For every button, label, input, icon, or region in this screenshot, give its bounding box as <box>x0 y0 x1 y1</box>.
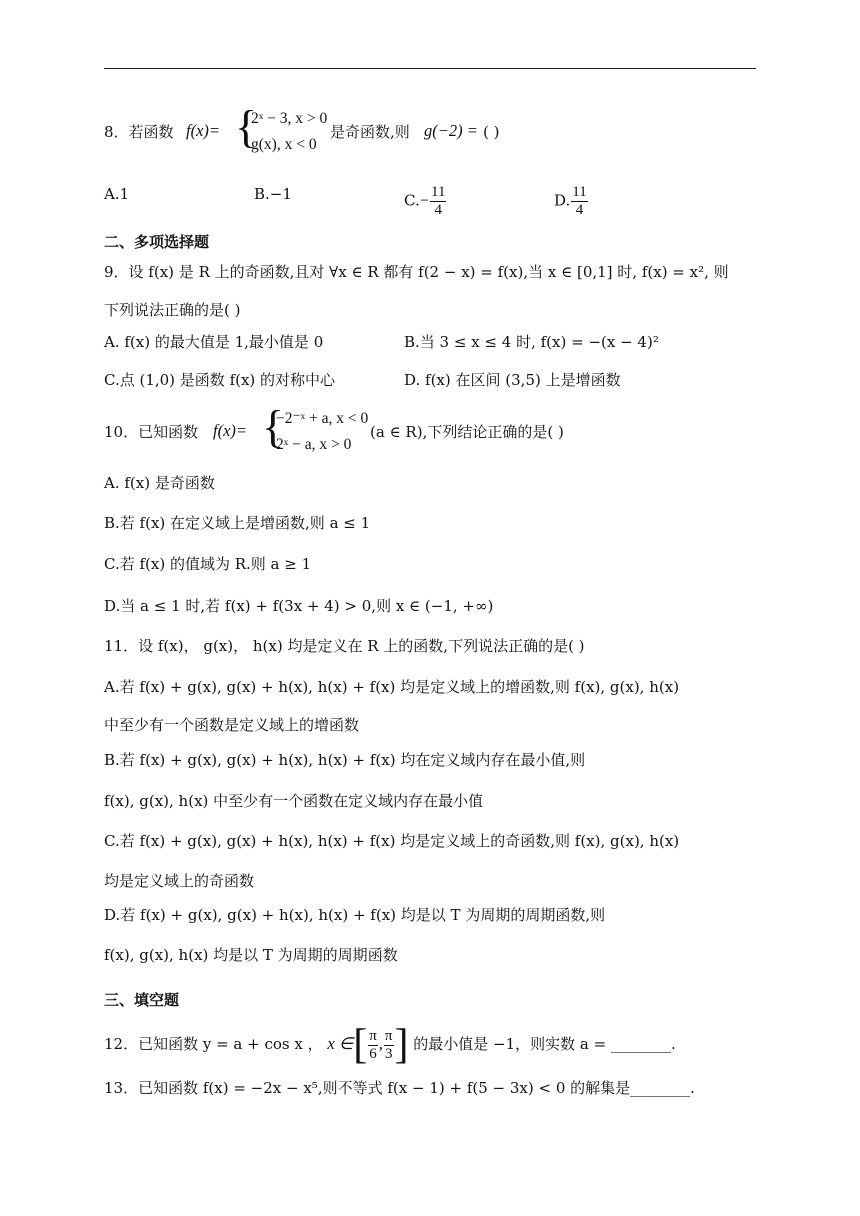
q11-option-b-line-2: f(x), g(x), h(x) 中至少有一个函数在定义域内存在最小值 <box>104 792 484 810</box>
q10-case-2: 2ˣ − a, x > 0 <box>276 436 352 453</box>
question-13: 13．已知函数 f(x) = −2x − x⁵,则不等式 f(x − 1) + f(5 − 3x) < 0 的解集是________. <box>104 1079 695 1097</box>
q8-option-d: D. $\frac{11}{4}$ <box>554 184 587 218</box>
section-title-fill-in: 三、填空题 <box>104 991 180 1009</box>
q8-option-a: A.1 <box>104 185 130 203</box>
q8-option-c: C.− $\frac{11}{4}$ <box>404 184 446 218</box>
q10-option-d: D.当 a ≤ 1 时,若 f(x) + f(3x + 4) > 0,则 x ∈ (−1, +∞) <box>104 597 494 615</box>
q10-function-name: f(x)= <box>213 421 248 440</box>
q9-option-b: B.当 3 ≤ x ≤ 4 时, f(x) = −(x − 4)² <box>404 333 659 351</box>
q8-function-name: f(x)= <box>186 121 221 140</box>
q8-case-2: g(x), x < 0 <box>251 136 317 153</box>
q12-prefix: 12．已知函数 y = a + cos x ， <box>104 1035 323 1053</box>
q8-stem-suffix: 是奇函数,则 <box>330 123 410 141</box>
q8-answer-paren: ( ) <box>483 123 500 141</box>
q8-brace: { <box>235 101 258 152</box>
q9-stem-line-1: 9．设 f(x) 是 R 上的奇函数,且对 ∀x ∈ R 都有 f(2 − x) = f(x),当 x ∈ [0,1] 时, f(x) = x², 则 <box>104 263 729 281</box>
q10-option-b: B.若 f(x) 在定义域上是增函数,则 a ≤ 1 <box>104 514 371 532</box>
q8-case-1: 2ˣ − 3, x > 0 <box>251 110 328 127</box>
q11-stem: 11．设 f(x)， g(x)， h(x) 均是定义在 R 上的函数,下列说法正确的是( ) <box>104 637 585 655</box>
header-rule <box>104 68 756 69</box>
q11-option-d-line-2: f(x), g(x), h(x) 均是以 T 为周期的周期函数 <box>104 946 398 964</box>
q9-option-c: C.点 (1,0) 是函数 f(x) 的对称中心 <box>104 371 336 389</box>
q11-option-a-line-2: 中至少有一个函数是定义域上的增函数 <box>104 716 360 734</box>
q10-option-c: C.若 f(x) 的值域为 R.则 a ≥ 1 <box>104 555 312 573</box>
q11-option-d-line-1: D.若 f(x) + g(x), g(x) + h(x), h(x) + f(x) 均是以 T 为周期的周期函数,则 <box>104 906 606 924</box>
q10-option-a: A. f(x) 是奇函数 <box>104 474 215 492</box>
q10-brace: { <box>262 401 285 452</box>
q11-option-c-line-1: C.若 f(x) + g(x), g(x) + h(x), h(x) + f(x) 均是定义域上的奇函数,则 f(x), g(x), h(x) <box>104 832 680 850</box>
section-title-multiple-choice: 二、多项选择题 <box>104 233 210 251</box>
q12-frac-1: $\frac{\pi}{6}$ <box>369 1027 377 1062</box>
q10-case-1: −2⁻ˣ + a, x < 0 <box>276 410 369 427</box>
q9-option-a: A. f(x) 的最大值是 1,最小值是 0 <box>104 333 324 351</box>
q8-stem-prefix: 8．若函数 <box>104 123 174 141</box>
q12-left-bracket: [ <box>353 1022 368 1068</box>
q9-stem-line-2: 下列说法正确的是( ) <box>104 301 241 319</box>
q10-stem-prefix: 10．已知函数 <box>104 423 199 441</box>
q12-suffix: 的最小值是 −1，则实数 a = ________. <box>413 1035 676 1053</box>
q11-option-a-line-1: A.若 f(x) + g(x), g(x) + h(x), h(x) + f(x) 均是定义域上的增函数,则 f(x), g(x), h(x) <box>104 678 680 696</box>
q11-option-b-line-1: B.若 f(x) + g(x), g(x) + h(x), h(x) + f(x) 均在定义域内存在最小值,则 <box>104 751 586 769</box>
q12-right-bracket: ] <box>394 1022 409 1068</box>
q10-stem-suffix: (a ∈ R),下列结论正确的是( ) <box>370 423 564 441</box>
q11-option-c-line-2: 均是定义域上的奇函数 <box>104 872 255 890</box>
q8-ask: g(−2) = <box>424 121 478 140</box>
q12-frac-2: $\frac{\pi}{3}$ <box>384 1027 393 1062</box>
q12-domain-label: x ∈ <box>327 1034 354 1053</box>
question-12: 12．已知函数 y = a + cos x ， x ∈[ $\frac{\pi}{6}$ , $\frac{\pi}{3}$ ] 的最小值是 −1，则实数 a = ________. <box>104 1022 676 1068</box>
q8-option-b: B.−1 <box>254 185 292 203</box>
q9-option-d: D. f(x) 在区间 (3,5) 上是增函数 <box>404 371 621 389</box>
